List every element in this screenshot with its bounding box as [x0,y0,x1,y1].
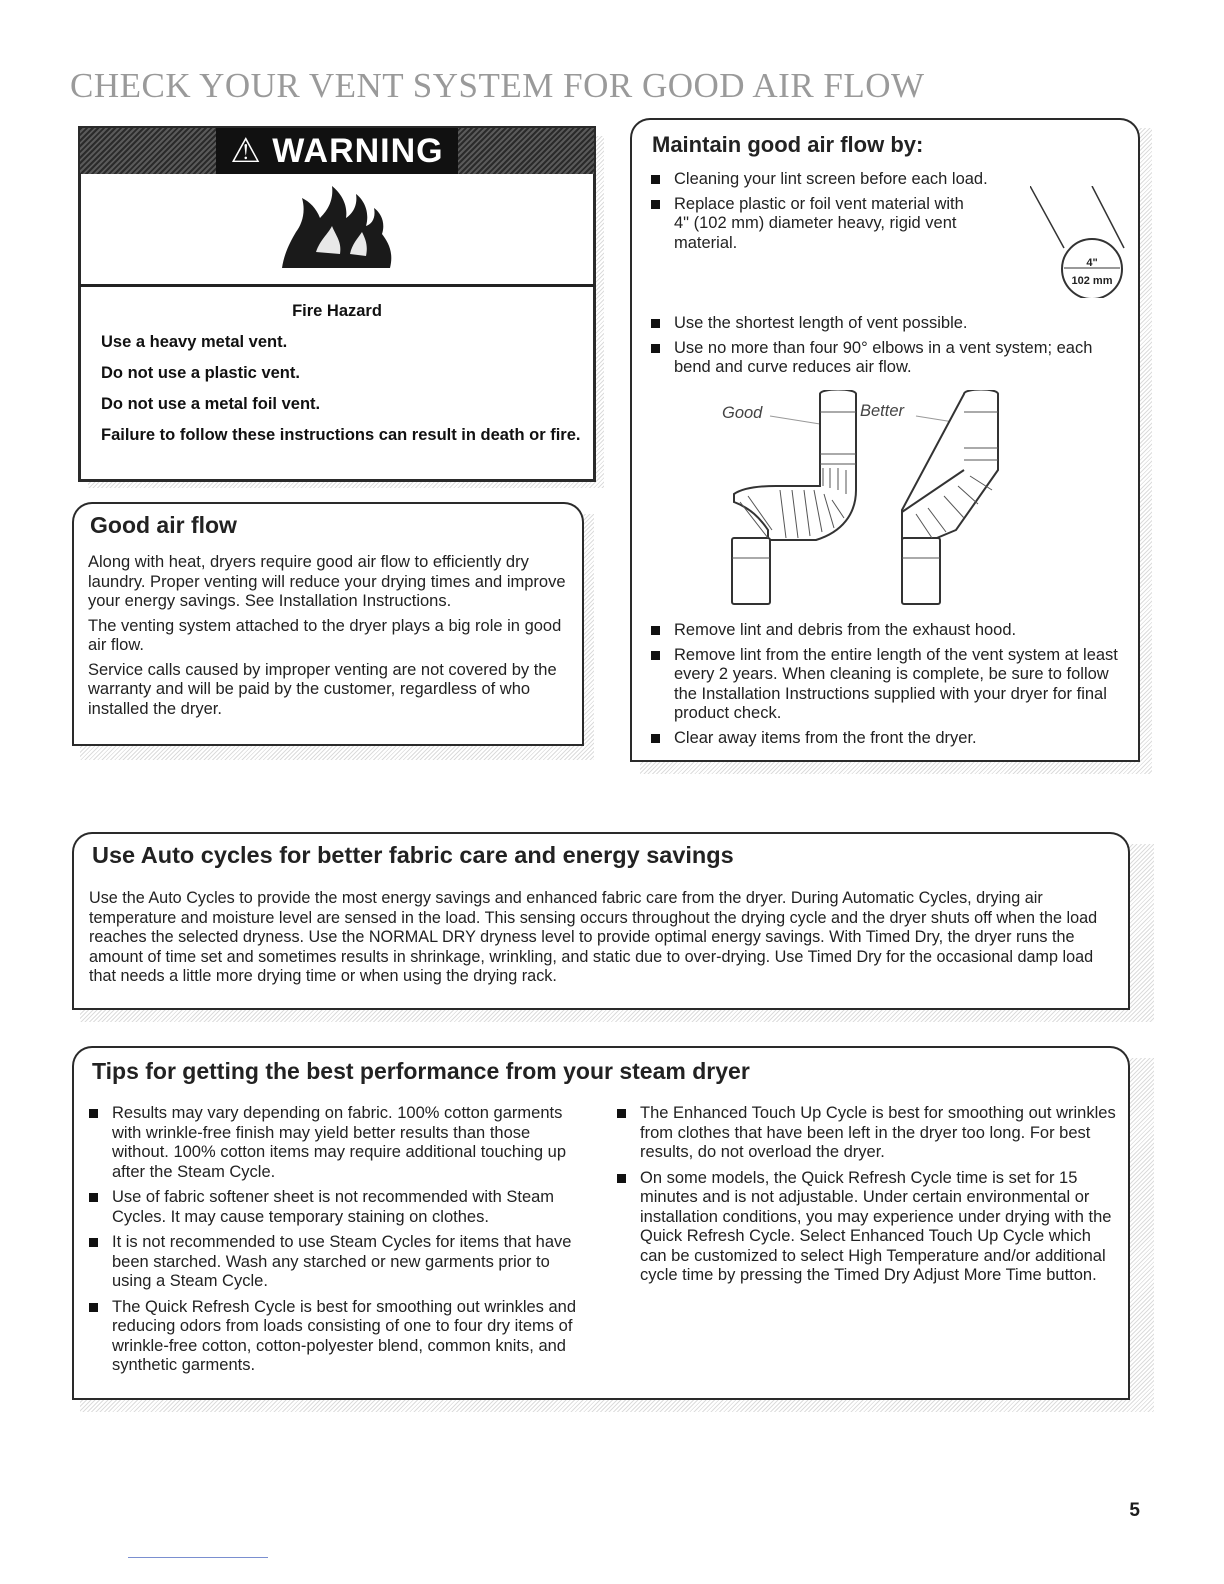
list-item: It is not recommended to use Steam Cycles for items that have been starched. Wash any starched or new garments prior to using a Steam Cycle. [86,1233,586,1292]
list-item: On some models, the Quick Refresh Cycle time is set for 15 minutes and is not adjustable. Under certain environmental or installation conditions, you may experience under drying with the Quick Refresh Cycle. Select Enhanced Touch Up Cycle which can be customized to select High Temperature and/or additional cycle time by pressing the Timed Dry Adjust More Time button. [614,1169,1118,1286]
tips-list-right [614,1104,1118,1286]
auto-cycles-text: Use the Auto Cycles to provide the most energy savings and enhanced fabric care from the dryer. During Automatic Cycles, drying air temperature and moisture level are sensed in the load. This sensing occurs throughout the drying cycle and the dryer shuts off when the load reaches the selected dryness. Use the NORMAL DRY dryness level to provide optimal energy savings. With Timed Dry, the dryer runs the amount of time set and sometimes results in shrinkage, wrinkling, and static due to over-drying. Use Timed Dry for the occasional damp load that needs a little more drying time or when using the drying rack. [89,889,1098,985]
warning-triangle-icon: ⚠ [230,132,262,170]
maintain-heading: Maintain good air flow by: [630,118,1140,166]
maintain-list-bottom [648,621,1124,748]
good-air-flow-heading: Good air flow [72,502,584,550]
warning-label: ⚠ WARNING [216,128,457,174]
list-item: Remove lint from the entire length of the vent system at least every 2 years. When cleaning is complete, be sure to follow the Installation Instructions supplied with your dryer for final product check. [648,646,1124,724]
diagram-good-label: Good [722,404,763,422]
warning-header [80,128,594,174]
warning-divider [80,284,594,287]
list-item: Replace plastic or foil vent material with 4" (102 mm) diameter heavy, rigid vent material. [648,195,978,254]
list-item: Remove lint and debris from the exhaust hood. [648,621,1124,641]
diagram-better-label: Better [860,402,905,420]
paragraph: The venting system attached to the dryer plays a big role in good air flow. [88,616,562,654]
diameter-label: 4" [1086,257,1098,269]
warning-line: Failure to follow these instructions can result in death or fire. [101,426,581,444]
warning-line: Use a heavy metal vent. [101,333,288,351]
maintain-list-mid [648,314,1118,378]
vent-elbow-diagram [720,390,1010,612]
diameter-mm-label: 102 mm [1071,275,1113,287]
list-item: Use the shortest length of vent possible. [648,314,1118,334]
page-number: 5 [1129,1500,1140,1521]
good-air-flow-text [88,553,574,724]
list-item: Results may vary depending on fabric. 100% cotton garments with wrinkle-free finish may yield better results than those without. 100% cotton items may require additional touching up after the Steam Cycle. [86,1104,586,1182]
tips-heading: Tips for getting the best performance from your steam dryer [72,1046,1130,1096]
warning-hazard-title: Fire Hazard [292,302,382,320]
warning-line: Do not use a plastic vent. [101,364,300,382]
page-title: CHECK YOUR VENT SYSTEM FOR GOOD AIR FLOW [70,66,925,105]
paragraph: Along with heat, dryers require good air flow to efficiently dry laundry. Proper venting will reduce your drying times and improve your energy savings. See Installation Instructions. [88,553,566,610]
fire-icon [276,182,396,272]
paragraph: Service calls caused by improper venting are not covered by the warranty and will be paid by the customer, regardless of who installed the dryer. [88,660,557,718]
warning-line: Do not use a metal foil vent. [101,395,321,413]
list-item: Use of fabric softener sheet is not recommended with Steam Cycles. It may cause temporary staining on clothes. [86,1188,586,1227]
list-item: The Quick Refresh Cycle is best for smoothing out wrinkles and reducing odors from loads consisting of one to four dry items of wrinkle-free cotton, cotton-polyester blend, common knits, and synthetic garments. [86,1298,586,1376]
footer-rule [128,1557,268,1558]
maintain-list-top [648,170,988,253]
vent-diameter-diagram [1030,186,1140,298]
tips-list-left [86,1104,586,1376]
list-item: Clear away items from the front the dryer. [648,729,1124,749]
list-item: Cleaning your lint screen before each load. [648,170,1028,190]
list-item: The Enhanced Touch Up Cycle is best for smoothing out wrinkles from clothes that have been left in the dryer too long. For best results, do not overload the dryer. [614,1104,1118,1163]
list-item: Use no more than four 90° elbows in a vent system; each bend and curve reduces air flow. [648,339,1118,378]
auto-cycles-heading: Use Auto cycles for better fabric care and energy savings [72,832,1130,880]
